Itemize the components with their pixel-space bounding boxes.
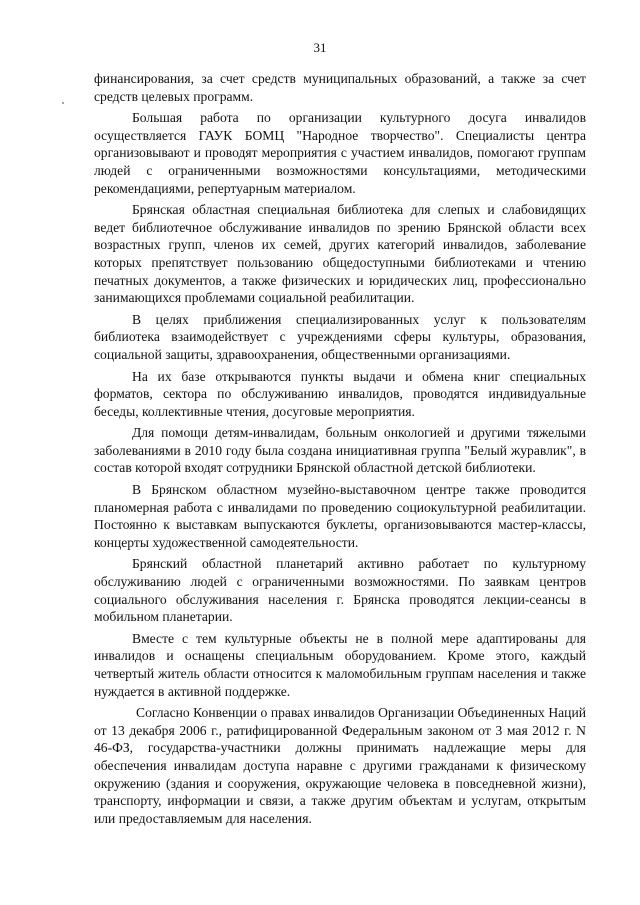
paragraph-white-crane: Для помощи детям-инвалидам, больным онкологией и другими тяжелыми заболеваниями в 2010 году была создана инициативная группа "Белый журавлик", в состав которой входят сотрудники Брянской областной детской библиотеки. [94,425,586,476]
scan-speck [62,102,64,104]
paragraph-library-cooperation: В целях приближения специализированных услуг к пользователям библиотека взаимодействует с учреждениями сферы культуры, образования, социальной защиты, здравоохранения, общественными организациями. [94,311,586,362]
page-number: 31 [313,40,327,55]
paragraph-accessibility-gap: Вместе с тем культурные объекты не в полной мере адаптированы для инвалидов и оснащены специальным оборудованием. Кроме этого, каждый четвертый житель области относится к маломобильным группам населения и также нуждается в активной поддержке. [94,630,586,699]
document-body [94,70,586,831]
paragraph-book-exchange: На их базе открываются пункты выдачи и обмена книг специальных форматов, сектора по обслуживанию инвалидов, проводятся индивидуальные беседы, коллективные чтения, досуговые мероприятия. [94,368,586,419]
paragraph-un-convention: Согласно Конвенции о правах инвалидов Организации Объединенных Наций от 13 декабря 2006 г., ратифицированной Федеральным законом от 3 мая 2012 г. N 46-ФЗ, государства-участники должны принимать надлежащие меры для обеспечения инвалидам доступа наравне с другими гражданами к физическому окружению (здания и сооружения, окружающие человека в повседневной жизни), транспорту, информации и связи, а также другим объектам и услугам, открытым или предоставляемым для населения. [94,705,586,826]
paragraph-museum-center: В Брянском областном музейно-выставочном центре также проводится планомерная работа с инвалидами по проведению социокультурной реабилитации. Постоянно к выставкам выпускаются буклеты, организовываются мастер-классы, концерты художественной самодеятельности. [94,482,586,550]
paragraph-continuation: финансирования, за счет средств муниципальных образований, а также за счет средств целевых программ. [94,71,586,104]
paragraph-planetarium: Брянский областной планетарий активно работает по культурному обслуживанию людей с ограниченными возможностями. По заявкам центров социального обслуживания населения г. Брянска проводятся лекции-сеансы в мобильном планетарии. [94,556,586,625]
paragraph-library-blind: Брянская областная специальная библиотека для слепых и слабовидящих ведет библиотечное обслуживание инвалидов по зрению Брянской области всех возрастных групп, членов их семей, других категорий инвалидов, заболевание которых препятствует пользованию общедоступными библиотеками и чтению печатных документов, а также физических и юридических лиц, профессионально занимающихся проблемами социальной реабилитации. [94,202,586,306]
paragraph-cultural-leisure: Большая работа по организации культурного досуга инвалидов осуществляется ГАУК БОМЦ "Народное творчество". Специалисты центра организовывают и проводят мероприятия с участием инвалидов, помогают группам людей с ограниченными возможностями консультациями, методическими рекомендациями, репертуарным материалом. [94,110,586,196]
